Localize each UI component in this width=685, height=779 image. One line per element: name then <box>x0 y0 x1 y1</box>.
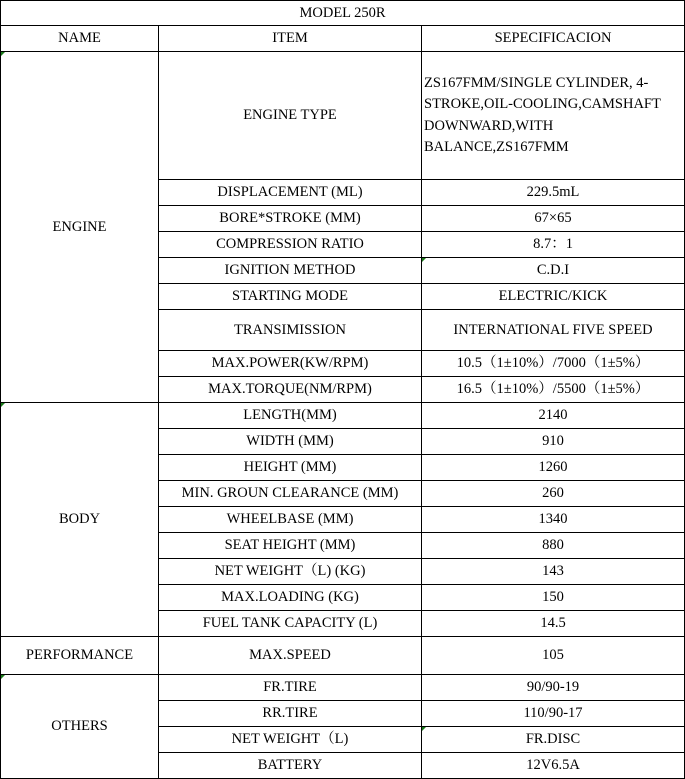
spec-cell: 229.5mL <box>422 180 685 206</box>
spec-cell: 10.5（1±10%）/7000（1±5%） <box>422 351 685 377</box>
item-cell: WHEELBASE (MM) <box>159 507 422 533</box>
section-name-others: OTHERS <box>1 675 159 779</box>
item-cell: DISPLACEMENT (ML) <box>159 180 422 206</box>
item-cell: FR.TIRE <box>159 675 422 701</box>
table-row <box>1 403 685 429</box>
item-cell: ENGINE TYPE <box>159 52 422 180</box>
item-cell: LENGTH(MM) <box>159 403 422 429</box>
spec-cell: 105 <box>422 637 685 675</box>
section-name-engine: ENGINE <box>1 52 159 403</box>
table-title: MODEL 250R <box>1 1 685 26</box>
item-cell: WIDTH (MM) <box>159 429 422 455</box>
spec-cell: INTERNATIONAL FIVE SPEED <box>422 310 685 351</box>
spec-cell: 8.7：1 <box>422 232 685 258</box>
spec-cell: C.D.I <box>422 258 685 284</box>
item-cell: MAX.SPEED <box>159 637 422 675</box>
table-row <box>1 637 685 675</box>
header-row <box>1 26 685 52</box>
spec-cell: FR.DISC <box>422 727 685 753</box>
item-cell: COMPRESSION RATIO <box>159 232 422 258</box>
item-cell: MIN. GROUN CLEARANCE (MM) <box>159 481 422 507</box>
item-cell: TRANSIMISSION <box>159 310 422 351</box>
spec-cell: 260 <box>422 481 685 507</box>
item-cell: IGNITION METHOD <box>159 258 422 284</box>
header-spec: SEPECIFICACION <box>422 26 685 52</box>
spec-cell: 143 <box>422 559 685 585</box>
title-row <box>1 1 685 26</box>
item-cell: STARTING MODE <box>159 284 422 310</box>
table-row <box>1 52 685 180</box>
spec-cell: 14.5 <box>422 611 685 637</box>
item-cell: NET WEIGHT（L) (KG) <box>159 559 422 585</box>
table-row <box>1 675 685 701</box>
spec-cell: 110/90-17 <box>422 701 685 727</box>
spec-cell: 880 <box>422 533 685 559</box>
header-name: NAME <box>1 26 159 52</box>
header-item: ITEM <box>159 26 422 52</box>
item-cell: MAX.LOADING (KG) <box>159 585 422 611</box>
spec-cell: 90/90-19 <box>422 675 685 701</box>
spec-cell: 1260 <box>422 455 685 481</box>
item-cell: BORE*STROKE (MM) <box>159 206 422 232</box>
item-cell: MAX.POWER(KW/RPM) <box>159 351 422 377</box>
spec-cell: ZS167FMM/SINGLE CYLINDER, 4-STROKE,OIL-COOLING,CAMSHAFT DOWNWARD,WITH BALANCE,ZS167FMM <box>422 52 685 180</box>
item-cell: FUEL TANK CAPACITY (L) <box>159 611 422 637</box>
spec-cell: 910 <box>422 429 685 455</box>
item-cell: RR.TIRE <box>159 701 422 727</box>
section-name-body: BODY <box>1 403 159 637</box>
item-cell: MAX.TORQUE(NM/RPM) <box>159 377 422 403</box>
item-cell: HEIGHT (MM) <box>159 455 422 481</box>
item-cell: BATTERY <box>159 753 422 779</box>
spec-cell: 12V6.5A <box>422 753 685 779</box>
item-cell: SEAT HEIGHT (MM) <box>159 533 422 559</box>
spec-cell: 67×65 <box>422 206 685 232</box>
spec-cell: 2140 <box>422 403 685 429</box>
spec-cell: ELECTRIC/KICK <box>422 284 685 310</box>
item-cell: NET WEIGHT（L) <box>159 727 422 753</box>
spec-cell: 1340 <box>422 507 685 533</box>
section-name-performance: PERFORMANCE <box>1 637 159 675</box>
spec-cell: 150 <box>422 585 685 611</box>
spec-cell: 16.5（1±10%）/5500（1±5%） <box>422 377 685 403</box>
